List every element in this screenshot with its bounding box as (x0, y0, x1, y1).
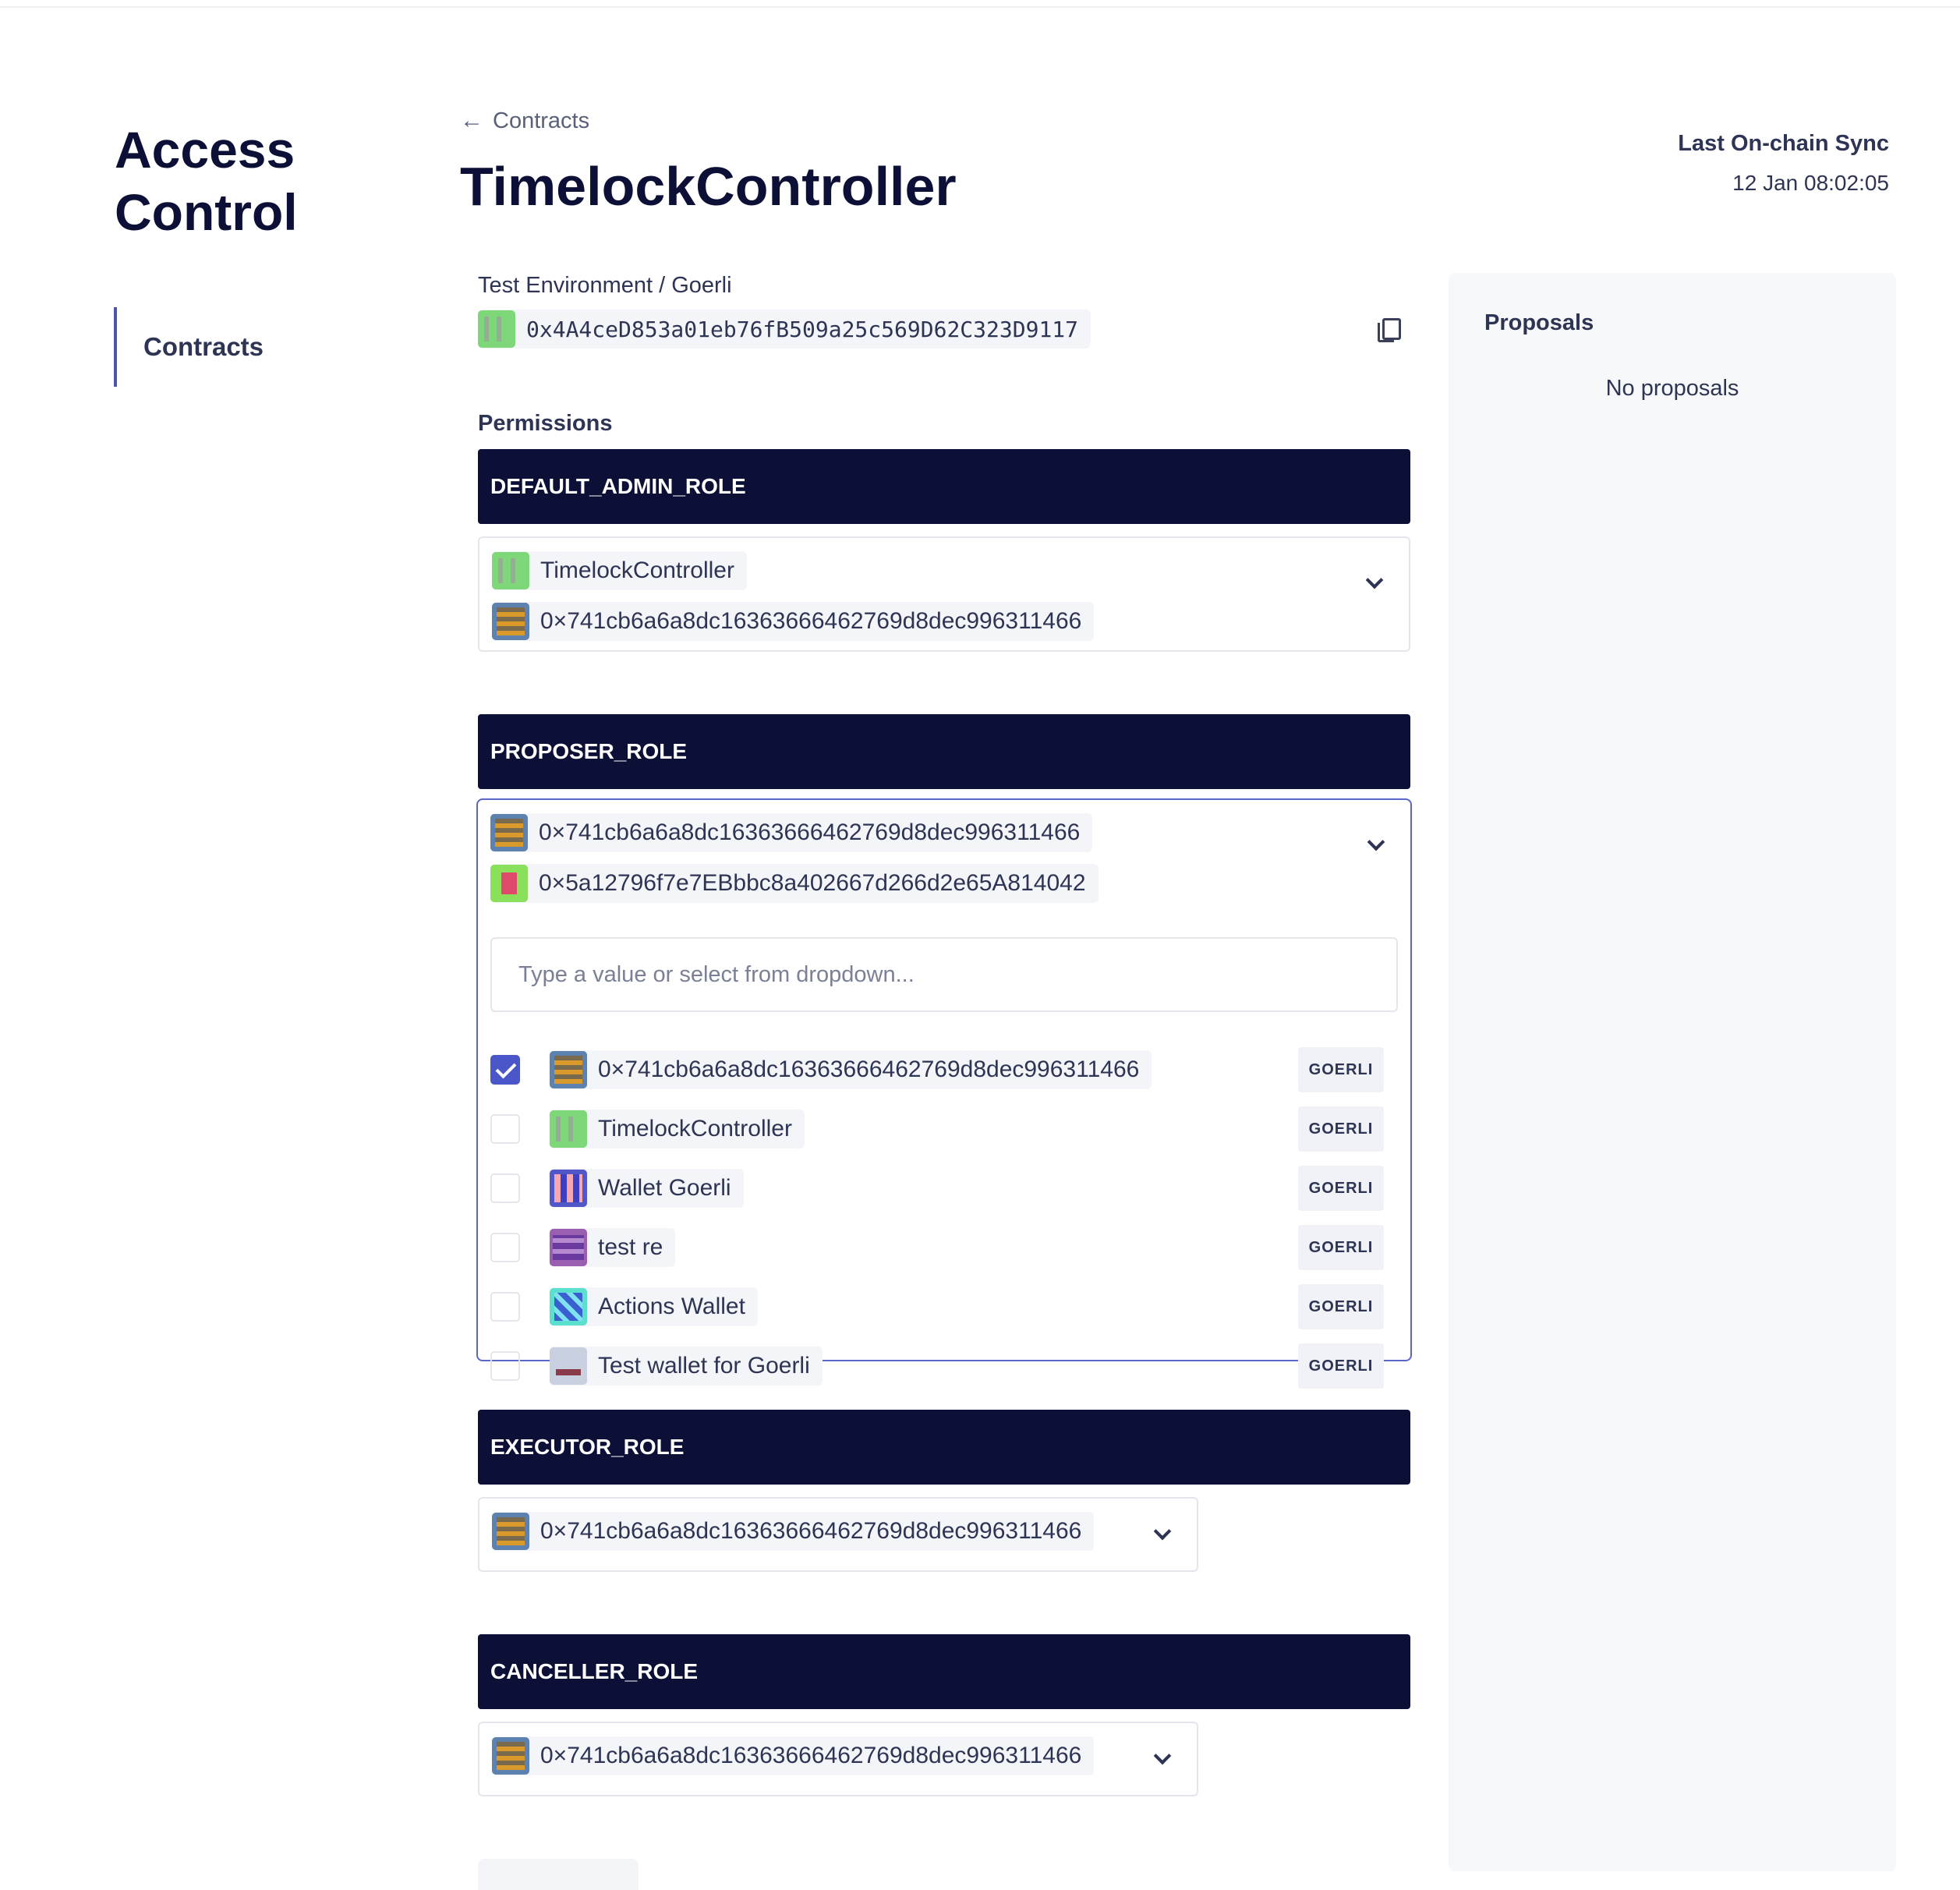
option-chip (550, 1347, 823, 1386)
option-label: TimelockController (598, 1116, 792, 1141)
role-members-select-open[interactable] (476, 798, 1412, 1379)
proposals-empty-text: No proposals (1605, 376, 1739, 401)
copy-icon[interactable] (1374, 315, 1403, 343)
role-members-select[interactable] (478, 1497, 1198, 1572)
checkbox[interactable] (490, 1351, 520, 1381)
checkbox[interactable] (490, 1114, 520, 1144)
role-header: CANCELLER_ROLE (478, 1634, 1410, 1709)
member-avatar (490, 865, 528, 902)
member-chip (492, 551, 747, 590)
dropdown-option[interactable] (490, 1218, 1398, 1277)
role-header: EXECUTOR_ROLE (478, 1410, 1410, 1485)
contract-address: 0x4A4ceD853a01eb76fB509a25c569D62C323D9117 (526, 316, 1079, 342)
option-avatar (550, 1347, 587, 1385)
sidebar-nav (114, 307, 264, 387)
option-chip (550, 1169, 744, 1208)
member-chip (492, 602, 1094, 641)
dropdown-option[interactable] (490, 1336, 1398, 1396)
role-header: PROPOSER_ROLE (478, 714, 1410, 789)
contract-address-row (478, 310, 1410, 349)
role-members-select[interactable] (478, 1722, 1198, 1796)
sync-timestamp: 12 Jan 08:02:05 (1732, 171, 1889, 195)
option-chip (550, 1287, 758, 1326)
last-sync (1678, 131, 1889, 196)
search-input[interactable] (490, 937, 1398, 1012)
option-avatar (550, 1288, 587, 1325)
page-title: TimelockController (460, 156, 957, 217)
checkbox[interactable] (490, 1055, 520, 1085)
role-proposer (478, 714, 1410, 1379)
cut-off-button[interactable] (478, 1859, 639, 1890)
member-label: 0×5a12796f7e7EBbbc8a402667d266d2e65A814042 (539, 870, 1086, 896)
sync-label: Last On-chain Sync (1678, 131, 1889, 156)
contract-details (478, 273, 1410, 1890)
option-label: Wallet Goerli (598, 1175, 731, 1201)
member-label: 0×741cb6a6a8dc16363666462769d8dec996311466 (539, 819, 1081, 845)
network-badge: GOERLI (1298, 1166, 1384, 1211)
network-badge: GOERLI (1298, 1225, 1384, 1270)
option-chip (550, 1110, 805, 1149)
role-canceller (478, 1634, 1410, 1796)
option-label: Actions Wallet (598, 1294, 745, 1319)
checkbox[interactable] (490, 1292, 520, 1322)
member-chip (490, 864, 1099, 903)
dropdown-option[interactable] (490, 1099, 1398, 1159)
network-badge: GOERLI (1298, 1047, 1384, 1092)
app-title: Access Control (115, 121, 298, 241)
role-default-admin (478, 449, 1410, 652)
sidebar-item-contracts[interactable]: Contracts (143, 332, 264, 361)
member-avatar (490, 814, 528, 851)
member-chip (492, 1512, 1094, 1551)
member-avatar (492, 1513, 529, 1550)
option-avatar (550, 1110, 587, 1148)
contract-address-chip (478, 310, 1091, 349)
dropdown-options (490, 1040, 1398, 1396)
option-avatar (550, 1051, 587, 1088)
option-label: 0×741cb6a6a8dc16363666462769d8dec996311466 (598, 1056, 1140, 1082)
dropdown-option[interactable] (490, 1159, 1398, 1218)
permissions-label: Permissions (478, 411, 613, 436)
arrow-left-icon: ← (460, 108, 483, 133)
role-header: DEFAULT_ADMIN_ROLE (478, 449, 1410, 524)
proposals-title: Proposals (1484, 310, 1594, 335)
contract-avatar (478, 310, 515, 348)
network-badge: GOERLI (1298, 1106, 1384, 1152)
member-label: 0×741cb6a6a8dc16363666462769d8dec996311466 (540, 608, 1082, 634)
dropdown-option[interactable] (490, 1277, 1398, 1336)
member-label: 0×741cb6a6a8dc16363666462769d8dec996311466 (540, 1743, 1082, 1768)
member-chip (490, 813, 1092, 852)
checkbox[interactable] (490, 1233, 520, 1262)
member-label: TimelockController (540, 557, 734, 583)
environment-label: Test Environment / Goerli (478, 273, 732, 298)
network-badge: GOERLI (1298, 1343, 1384, 1389)
option-avatar (550, 1170, 587, 1207)
checkbox[interactable] (490, 1173, 520, 1203)
member-avatar (492, 552, 529, 589)
option-avatar (550, 1229, 587, 1266)
member-avatar (492, 603, 529, 640)
member-chip (492, 1736, 1094, 1775)
option-chip (550, 1050, 1152, 1089)
network-badge: GOERLI (1298, 1284, 1384, 1329)
member-avatar (492, 1737, 529, 1775)
role-executor (478, 1410, 1410, 1572)
proposals-panel (1449, 273, 1896, 1871)
option-label: test re (598, 1234, 663, 1260)
option-label: Test wallet for Goerli (598, 1353, 810, 1379)
top-divider (0, 6, 1960, 8)
role-members-select[interactable] (478, 536, 1410, 652)
back-to-contracts-link[interactable] (460, 108, 589, 134)
dropdown-option[interactable] (490, 1040, 1398, 1099)
back-link-label: Contracts (493, 108, 590, 133)
member-label: 0×741cb6a6a8dc16363666462769d8dec996311466 (540, 1518, 1082, 1544)
option-chip (550, 1228, 675, 1267)
